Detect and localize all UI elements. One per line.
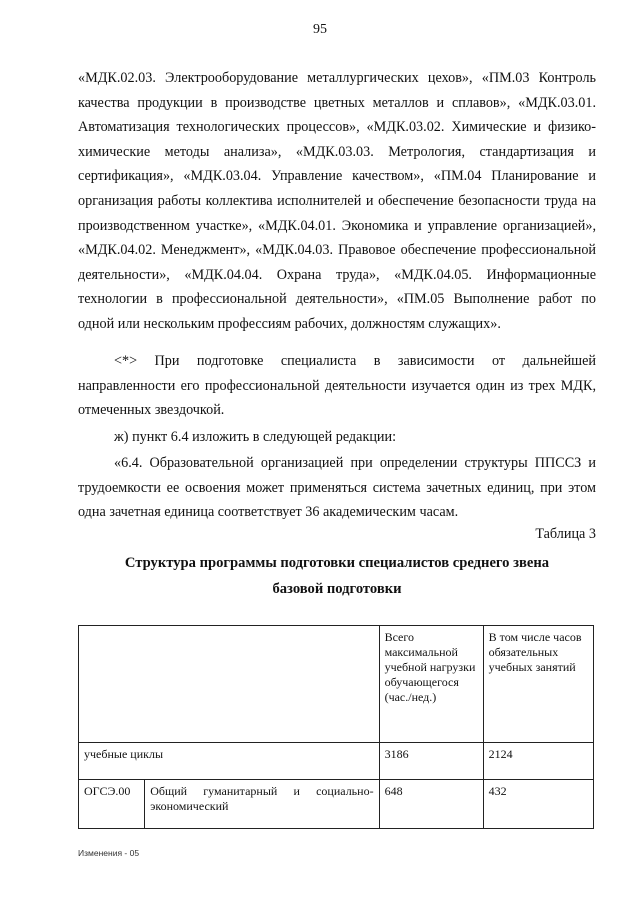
- table-row: [79, 780, 594, 829]
- paragraph-6-4: «6.4. Образовательной организацией при определении структуры ППССЗ и трудоемкости ее освоения может применяться система зачетных единиц, при этом одна зачетная единица соответствует 36 академическим часам.: [78, 455, 596, 521]
- page-number: 95: [313, 22, 327, 37]
- paragraph-item-zh: ж) пункт 6.4 изложить в следующей редакции:: [114, 429, 397, 445]
- row-mandatory: 2124: [483, 743, 593, 780]
- table-row: [79, 743, 594, 780]
- header-empty-cell: [79, 626, 380, 743]
- row-max: 3186: [379, 743, 483, 780]
- row-mandatory: 432: [483, 780, 593, 829]
- table-title-line-2: базовой подготовки: [272, 581, 402, 597]
- table-header-row: [79, 626, 594, 743]
- paragraph-mdk-list: «МДК.02.03. Электрооборудование металлургических цехов», «ПМ.03 Контроль качества продукции в производстве цветных металлов и сплавов», «МДК.03.01. Автоматизация технологических процессов», «МДК.03.02. Химические и физико-химические методы анализа», «МДК.03.03. Метрология, стандартизация и сертификация», «МДК.03.04. Управление качеством», «ПМ.04 Планирование и организация работы коллектива исполнителей и обеспечение безопасности труда на производственном участке», «МДК.04.01. Экономика и управление организацией», «МДК.04.02. Менеджмент», «МДК.04.03. Правовое обеспечение профессиональной деятельности», «МДК.04.04. Охрана труда», «МДК.04.05. Информационные технологии в профессиональной деятельности», «ПМ.05 Выполнение работ по одной или нескольким профессиям рабочих, должностям служащих».: [78, 70, 596, 332]
- structure-table: [78, 625, 594, 829]
- row-code: ОГСЭ.00: [79, 780, 145, 829]
- row-label: учебные циклы: [79, 743, 380, 780]
- table-label: Таблица 3: [535, 526, 596, 542]
- header-max-load: Всего максимальной учебной нагрузки обучающегося (час./нед.): [379, 626, 483, 743]
- row-label: Общий гуманитарный и социально-экономический: [145, 780, 379, 829]
- footer-note: Изменения - 05: [78, 848, 140, 858]
- header-mandatory: В том числе часов обязательных учебных занятий: [483, 626, 593, 743]
- row-max: 648: [379, 780, 483, 829]
- paragraph-footnote: <*> При подготовке специалиста в зависимости от дальнейшей направленности его профессиональной деятельности изучается один из трех МДК, отмеченных звездочкой.: [78, 353, 596, 419]
- table-title-line-1: Структура программы подготовки специалистов среднего звена: [124, 555, 550, 571]
